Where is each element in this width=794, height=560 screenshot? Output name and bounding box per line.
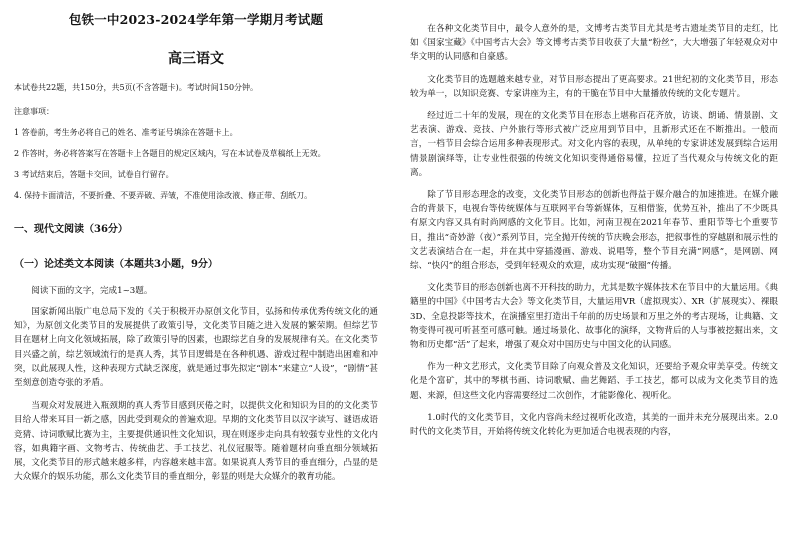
left-column: [14, 8, 378, 484]
right-column: [410, 8, 778, 439]
right-paragraph-5: 文化类节目的形态创新也离不开科技的助力，尤其是数字媒体技术在节目中的大量运用。《典籍里的中国》《中国考古大会》等文化类节目，大量运用VR（虚拟现实）、XR（扩展现实）、裸眼3D、全息投影等技术，在演播室里打造出千年前的历史场景和万里之外的考古现场，让典籍、文物变得可视可听甚至可感可触。通过场景化、故事化的演绎，文物背后的人与事被挖掘出来，文物和历史都“活”了起来，增强了观众对中国历史与中国文化的认同感。: [410, 283, 778, 351]
exam-title: 包铁一中2023-2024学年第一学期月考试题: [68, 12, 324, 27]
right-paragraph-7: 1.0时代的文化类节目，文化内容尚未经过视听化改造，其美的一面并未充分展现出来。2.0时代的文化类节目，开始将传统文化转化为更加适合电视表现的内容，: [410, 412, 778, 438]
left-paragraph-1: 国家新闻出版广电总局下发的《关于积极开办原创文化节目，弘扬和传承优秀传统文化的通知》，为原创文化类节目的发展提供了政策引导，文化类节目随之进入发展的繁荣期。但综艺节目在题材上向文化领域拓展，除了政策引导的因素，也跟综艺自身的发展规律有关。在文化类节目兴盛之前，综艺领域流行的是真人秀，其节目逻辑是在各种机遇、游戏过程中制造出困难和冲突，以此展现人性，这种表现方式缺乏深度，就是通过事先拟定“剧本”来建立“人设”，“剧情”甚至刻意创造夸张的矛盾。: [14, 307, 378, 389]
notice-title: 注意事项：: [14, 107, 54, 116]
exam-subject: 高三语文: [168, 51, 224, 67]
section-heading: 一、现代文阅读（36分）: [14, 224, 128, 235]
right-paragraph-4: 除了节目形态理念的改变，文化类节目形态的创新也得益于媒介融合的加速推进。在媒介融合的背景下，电视台等传统媒体与互联网平台等新媒体，互相借鉴，优势互补，推出了不少既具有原文内容又具有时尚网感的文化节目。比如，河南卫视在2021年春节、重阳节等七个重要节日，推出“奇妙游（夜）”系列节目，完全抛开传统的节庆晚会形态，把叙事性的穿越剧和展示性的文艺表演结合在一起，并在其中穿插漫画、游戏、说唱等，整个节目充满“网感”，是网剧、网综、“快闪”的组合形态，受到年轻观众的欢迎，成功实现“破圈”传播。: [410, 190, 778, 272]
subsection-heading: （一）论述类文本阅读（本题共3小题，9分）: [14, 259, 218, 270]
left-paragraph-2: 当观众对发展进入瓶颈期的真人秀节目感到厌倦之时，以提供文化和知识为目的的文化类节目给人带来耳目一新之感，因此受到观众的普遍欢迎。早期的文化类节目以汉字读写、谜语成语竞猜、诗词歌赋比赛为主，主要提供通识性文化知识，现在则逐步走向具有较强专业性的文化内容，如典籍字画、文物考古、传统曲艺、手工技艺、礼仪冠服等。随着题材向垂直细分领域拓展，文化类节目的形式越来越多样，内容越来越丰富。如果说真人秀节目的垂直细分，凸显的是大众媒介的娱乐功能，那么文化类节目的垂直细分，彰显的则是大众媒介的教育功能。: [14, 401, 378, 483]
notice-item-1: 1 答卷前，考生务必将自己的姓名、准考证号填涂在答题卡上。: [14, 128, 238, 137]
exam-info: 本试卷共22题，共150分，共5页(不含答题卡)。考试时间150分钟。: [14, 83, 259, 92]
right-paragraph-2: 文化类节目的选题越来越专业，对节目形态提出了更高要求。21世纪初的文化类节目，形态较为单一，以知识竞赛、专家讲座为主，有的干脆在节目中大量播放传统的文化专题片。: [410, 74, 778, 99]
right-paragraph-1: 在各种文化类节目中，最令人意外的是，文博考古类节目尤其是考古遗址类节目的走红，比如《国家宝藏》《中国考古大会》等文博考古类节目收获了大量“粉丝”，大大增强了年轻观众对中华文明的认同感和自豪感。: [410, 24, 778, 63]
right-paragraph-3: 经过近二十年的发展，现在的文化类节目在形态上堪称百花齐放，访谈、朗诵、情景剧、文艺表演、游戏、竞技、户外旅行等形式被广泛应用到节目中，且新形式还在不断推出。一般而言，一档节目会综合运用多种表现形式。对文化内容的表现，从单纯的专家讲述发展到综合运用情景剧演绎等，让专业性很强的传统文化知识变得通俗易懂，拉近了当代观众与传统文化的距离。: [410, 111, 778, 178]
notice-item-3: 3 考试结束后，答题卡交回，试卷自行留存。: [14, 170, 174, 179]
right-paragraph-6: 作为一种文艺形式，文化类节目除了向观众普及文化知识，还要给予观众审美享受。传统文化是个富矿，其中的琴棋书画、诗词歌赋、曲艺舞蹈、手工技艺，都可以成为文化类节目的选题、来源，但这些文化内容需要经过二次创作，才能影像化、视听化。: [410, 362, 778, 401]
notice-item-4: 4. 保持卡面清洁，不要折叠、不要弄破、弄皱，不准使用涂改液、修正带、刮纸刀。: [14, 191, 313, 200]
reading-instruction: 阅读下面的文字，完成1~3题。: [31, 286, 153, 296]
notice-item-2: 2 作答时，务必将答案写在答题卡上各题目的规定区域内，写在本试卷及草稿纸上无效。: [14, 149, 326, 158]
